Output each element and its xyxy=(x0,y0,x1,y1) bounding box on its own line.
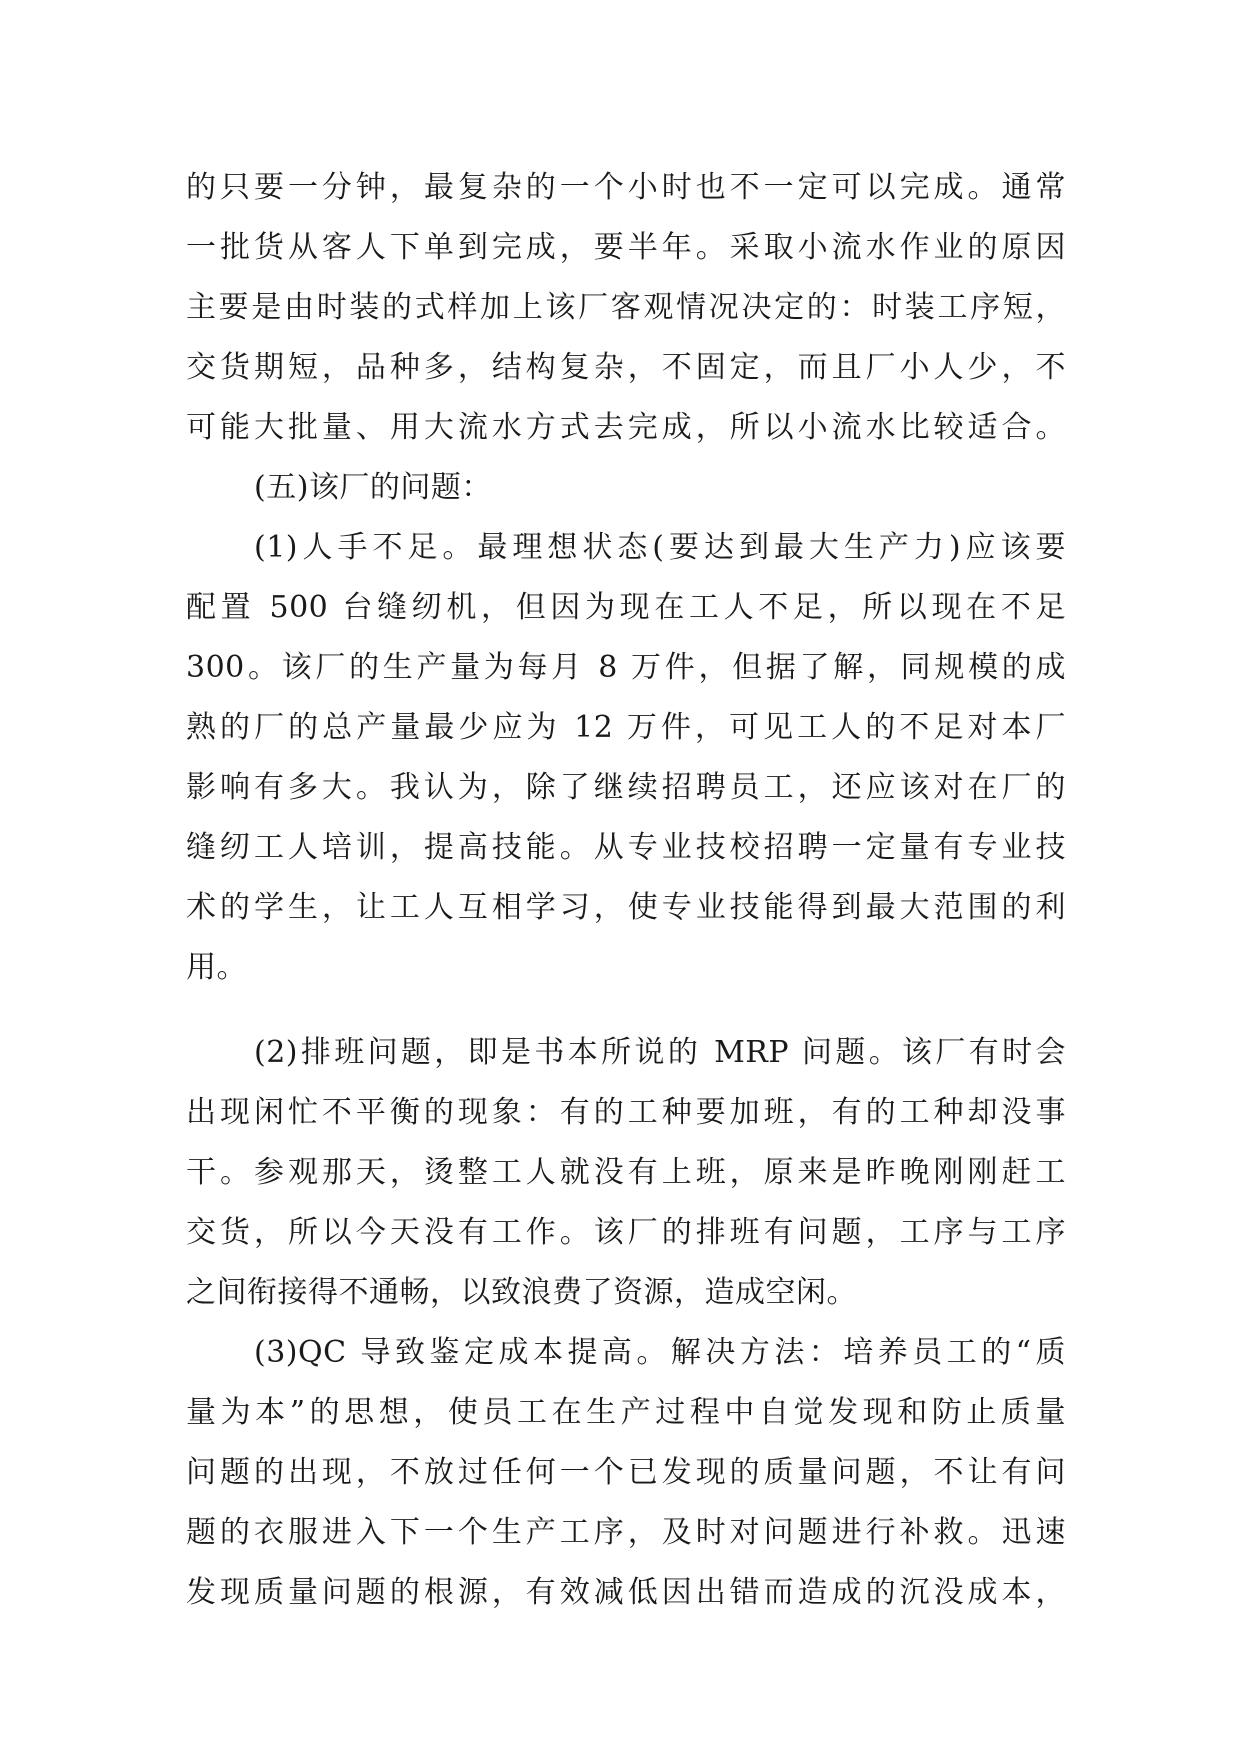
text-line: (2)排班问题，即是书本所说的 MRP 问题。该厂有时会 xyxy=(254,1035,1066,1070)
text-line: 术的学生，让工人互相学习，使专业技能得到最大范围的利 xyxy=(186,890,1066,925)
text-line: 用。 xyxy=(186,950,247,985)
text-line: 一批货从客人下单到完成，要半年。采取小流水作业的原因 xyxy=(186,230,1066,265)
text-line: 发现质量问题的根源，有效减低因出错而造成的沉没成本， xyxy=(186,1575,1066,1610)
section-heading: (五)该厂的问题： xyxy=(254,470,492,505)
text-line: 300。该厂的生产量为每月 8 万件，但据了解，同规模的成 xyxy=(186,650,1066,685)
text-line: 可能大批量、用大流水方式去完成，所以小流水比较适合。 xyxy=(186,410,1066,445)
text-line: 交货期短，品种多，结构复杂，不固定，而且厂小人少，不 xyxy=(186,350,1066,385)
text-line: (1)人手不足。最理想状态(要达到最大生产力)应该要 xyxy=(254,530,1066,565)
text-line: 问题的出现，不放过任何一个已发现的质量问题，不让有问 xyxy=(186,1455,1066,1490)
text-line: 配置 500 台缝纫机，但因为现在工人不足，所以现在不足 xyxy=(186,590,1066,625)
text-line: 缝纫工人培训，提高技能。从专业技校招聘一定量有专业技 xyxy=(186,830,1066,865)
text-line: (3)QC 导致鉴定成本提高。解决方法：培养员工的“质 xyxy=(254,1335,1066,1370)
text-line: 交货，所以今天没有工作。该厂的排班有问题，工序与工序 xyxy=(186,1215,1066,1250)
problem-1-paragraph xyxy=(186,518,1066,998)
problem-2-paragraph xyxy=(186,1023,1066,1323)
text-line: 题的衣服进入下一个生产工序，及时对问题进行补救。迅速 xyxy=(186,1515,1066,1550)
text-line: 影响有多大。我认为，除了继续招聘员工，还应该对在厂的 xyxy=(186,770,1066,805)
text-line: 量为本”的思想，使员工在生产过程中自觉发现和防止质量 xyxy=(186,1395,1066,1430)
text-line: 出现闲忙不平衡的现象：有的工种要加班，有的工种却没事 xyxy=(186,1095,1066,1130)
problem-3-paragraph xyxy=(186,1323,1066,1623)
document-body xyxy=(186,158,1066,1623)
text-line: 的只要一分钟，最复杂的一个小时也不一定可以完成。通常 xyxy=(186,170,1066,205)
text-line: 熟的厂的总产量最少应为 12 万件，可见工人的不足对本厂 xyxy=(186,710,1066,745)
paragraph-1 xyxy=(186,158,1066,458)
paragraph-gap xyxy=(186,998,1066,1023)
text-line: 干。参观那天，烫整工人就没有上班，原来是昨晚刚刚赶工 xyxy=(186,1155,1066,1190)
text-line: 主要是由时装的式样加上该厂客观情况决定的：时装工序短， xyxy=(186,290,1066,325)
text-line: 之间衔接得不通畅，以致浪费了资源，造成空闲。 xyxy=(186,1275,857,1310)
